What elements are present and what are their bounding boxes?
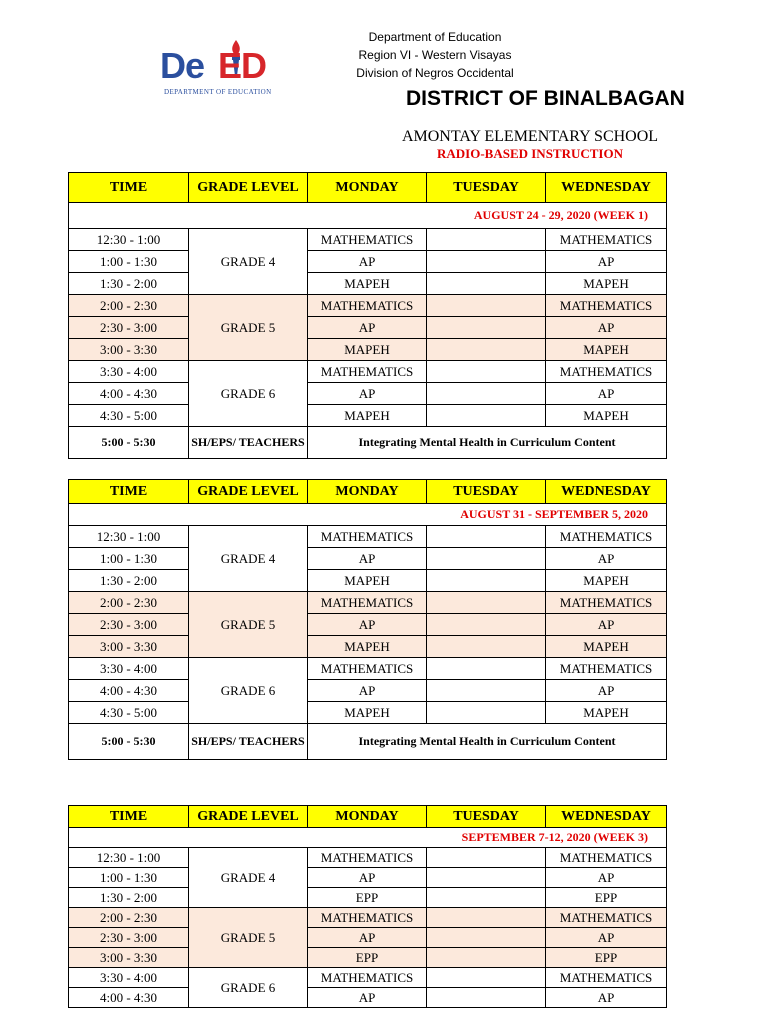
table-row (69, 848, 667, 868)
column-header: MONDAY (308, 173, 427, 203)
tuesday-cell (427, 888, 546, 908)
monday-cell: AP (308, 548, 427, 570)
time-cell: 2:00 - 2:30 (69, 908, 189, 928)
monday-cell: MATHEMATICS (308, 658, 427, 680)
wednesday-cell: MATHEMATICS (546, 968, 667, 988)
monday-cell: EPP (308, 948, 427, 968)
tuesday-cell (427, 848, 546, 868)
logo-subtitle: DEPARTMENT OF EDUCATION (164, 88, 272, 96)
grade-level-cell: GRADE 6 (189, 968, 308, 1008)
time-cell: 3:00 - 3:30 (69, 339, 189, 361)
wednesday-cell: AP (546, 680, 667, 702)
table-row (69, 908, 667, 928)
wednesday-cell: MATHEMATICS (546, 526, 667, 548)
column-header: GRADE LEVEL (189, 806, 308, 828)
tuesday-cell (427, 570, 546, 592)
wednesday-cell: MATHEMATICS (546, 908, 667, 928)
footer-row (69, 427, 667, 459)
monday-cell: AP (308, 317, 427, 339)
tuesday-cell (427, 548, 546, 570)
tuesday-cell (427, 908, 546, 928)
time-cell: 1:30 - 2:00 (69, 273, 189, 295)
wednesday-cell: MATHEMATICS (546, 658, 667, 680)
table-row (69, 548, 667, 570)
header-row (69, 173, 667, 203)
week-row (69, 828, 667, 848)
time-cell: 1:00 - 1:30 (69, 548, 189, 570)
header-row (69, 480, 667, 504)
time-cell: 1:00 - 1:30 (69, 251, 189, 273)
column-header: TIME (69, 480, 189, 504)
monday-cell: MATHEMATICS (308, 968, 427, 988)
monday-cell: AP (308, 928, 427, 948)
time-cell: 2:30 - 3:00 (69, 317, 189, 339)
department-line: Department of Education (368, 30, 502, 44)
time-cell: 12:30 - 1:00 (69, 848, 189, 868)
wednesday-cell: MATHEMATICS (546, 848, 667, 868)
time-cell: 3:30 - 4:00 (69, 361, 189, 383)
wednesday-cell: MAPEH (546, 339, 667, 361)
wednesday-cell: AP (546, 928, 667, 948)
monday-cell: MATHEMATICS (308, 592, 427, 614)
footer-who: SH/EPS/ TEACHERS (189, 427, 308, 459)
monday-cell: MAPEH (308, 702, 427, 724)
tuesday-cell (427, 636, 546, 658)
monday-cell: MAPEH (308, 273, 427, 295)
wednesday-cell: MATHEMATICS (546, 229, 667, 251)
footer-row (69, 724, 667, 760)
time-cell: 4:30 - 5:00 (69, 702, 189, 724)
monday-cell: MATHEMATICS (308, 908, 427, 928)
monday-cell: MATHEMATICS (308, 848, 427, 868)
tuesday-cell (427, 339, 546, 361)
district-title: DISTRICT OF BINALBAGAN (406, 87, 685, 110)
wednesday-cell: MAPEH (546, 405, 667, 427)
time-cell: 2:30 - 3:00 (69, 928, 189, 948)
time-cell: 2:00 - 2:30 (69, 592, 189, 614)
logo-wordmark: De ED (160, 45, 267, 86)
time-cell: 2:00 - 2:30 (69, 295, 189, 317)
tuesday-cell (427, 273, 546, 295)
column-header: WEDNESDAY (546, 480, 667, 504)
table-row (69, 868, 667, 888)
schedule-table-week-1 (68, 172, 667, 459)
wednesday-cell: MATHEMATICS (546, 592, 667, 614)
table-row (69, 339, 667, 361)
table-row (69, 592, 667, 614)
column-header: WEDNESDAY (546, 806, 667, 828)
time-cell: 1:00 - 1:30 (69, 868, 189, 888)
time-cell: 1:30 - 2:00 (69, 570, 189, 592)
table-row (69, 383, 667, 405)
monday-cell: AP (308, 680, 427, 702)
tuesday-cell (427, 229, 546, 251)
monday-cell: MATHEMATICS (308, 361, 427, 383)
tuesday-cell (427, 295, 546, 317)
time-cell: 4:00 - 4:30 (69, 988, 189, 1008)
grade-level-cell: GRADE 4 (189, 229, 308, 295)
tuesday-cell (427, 251, 546, 273)
table-row (69, 636, 667, 658)
column-header: MONDAY (308, 806, 427, 828)
school-name: AMONTAY ELEMENTARY SCHOOL (401, 128, 659, 145)
table-row (69, 968, 667, 988)
division-line: Division of Negros Occidental (356, 66, 514, 80)
table-row (69, 251, 667, 273)
tuesday-cell (427, 361, 546, 383)
tuesday-cell (427, 592, 546, 614)
footer-time: 5:00 - 5:30 (69, 724, 189, 760)
tuesday-cell (427, 658, 546, 680)
week-label: AUGUST 31 - SEPTEMBER 5, 2020 (69, 504, 667, 526)
monday-cell: AP (308, 988, 427, 1008)
time-cell: 12:30 - 1:00 (69, 526, 189, 548)
tuesday-cell (427, 868, 546, 888)
table-row (69, 680, 667, 702)
time-cell: 3:00 - 3:30 (69, 948, 189, 968)
tuesday-cell (427, 383, 546, 405)
grade-level-cell: GRADE 5 (189, 295, 308, 361)
region-line: Region VI - Western Visayas (358, 48, 512, 62)
grade-level-cell: GRADE 6 (189, 361, 308, 427)
table-row (69, 273, 667, 295)
tuesday-cell (427, 928, 546, 948)
wednesday-cell: MAPEH (546, 636, 667, 658)
week-row (69, 203, 667, 229)
monday-cell: AP (308, 614, 427, 636)
footer-topic: Integrating Mental Health in Curriculum Content (308, 427, 667, 459)
monday-cell: AP (308, 383, 427, 405)
column-header: TUESDAY (427, 480, 546, 504)
table-row (69, 988, 667, 1008)
grade-level-cell: GRADE 5 (189, 908, 308, 968)
column-header: TUESDAY (427, 806, 546, 828)
table-row (69, 229, 667, 251)
table-row (69, 295, 667, 317)
program-title: RADIO-BASED INSTRUCTION (436, 146, 623, 161)
monday-cell: EPP (308, 888, 427, 908)
column-header: GRADE LEVEL (189, 480, 308, 504)
monday-cell: AP (308, 251, 427, 273)
column-header: WEDNESDAY (546, 173, 667, 203)
footer-time: 5:00 - 5:30 (69, 427, 189, 459)
grade-level-cell: GRADE 4 (189, 526, 308, 592)
wednesday-cell: MATHEMATICS (546, 361, 667, 383)
monday-cell: MAPEH (308, 405, 427, 427)
tuesday-cell (427, 702, 546, 724)
wednesday-cell: AP (546, 548, 667, 570)
grade-level-cell: GRADE 5 (189, 592, 308, 658)
table-row (69, 702, 667, 724)
tuesday-cell (427, 948, 546, 968)
wednesday-cell: EPP (546, 948, 667, 968)
tuesday-cell (427, 614, 546, 636)
tuesday-cell (427, 317, 546, 339)
monday-cell: AP (308, 868, 427, 888)
schedule-table-week-3 (68, 805, 667, 1008)
monday-cell: MATHEMATICS (308, 295, 427, 317)
monday-cell: MAPEH (308, 636, 427, 658)
header-row (69, 806, 667, 828)
wednesday-cell: MAPEH (546, 570, 667, 592)
time-cell: 3:30 - 4:00 (69, 658, 189, 680)
footer-topic: Integrating Mental Health in Curriculum Content (308, 724, 667, 760)
table-row (69, 361, 667, 383)
tuesday-cell (427, 526, 546, 548)
wednesday-cell: EPP (546, 888, 667, 908)
table-row (69, 614, 667, 636)
wednesday-cell: AP (546, 383, 667, 405)
time-cell: 4:30 - 5:00 (69, 405, 189, 427)
column-header: TIME (69, 173, 189, 203)
time-cell: 4:00 - 4:30 (69, 680, 189, 702)
week-label: SEPTEMBER 7-12, 2020 (WEEK 3) (69, 828, 667, 848)
time-cell: 3:00 - 3:30 (69, 636, 189, 658)
wednesday-cell: AP (546, 868, 667, 888)
column-header: TUESDAY (427, 173, 546, 203)
tuesday-cell (427, 968, 546, 988)
wednesday-cell: MAPEH (546, 273, 667, 295)
time-cell: 2:30 - 3:00 (69, 614, 189, 636)
wednesday-cell: AP (546, 988, 667, 1008)
grade-level-cell: GRADE 6 (189, 658, 308, 724)
table-row (69, 405, 667, 427)
monday-cell: MATHEMATICS (308, 229, 427, 251)
monday-cell: MATHEMATICS (308, 526, 427, 548)
table-row (69, 526, 667, 548)
tuesday-cell (427, 680, 546, 702)
tuesday-cell (427, 988, 546, 1008)
column-header: MONDAY (308, 480, 427, 504)
tuesday-cell (427, 405, 546, 427)
monday-cell: MAPEH (308, 570, 427, 592)
schedule-table-week-2 (68, 479, 667, 760)
time-cell: 1:30 - 2:00 (69, 888, 189, 908)
table-row (69, 570, 667, 592)
wednesday-cell: AP (546, 251, 667, 273)
column-header: TIME (69, 806, 189, 828)
time-cell: 3:30 - 4:00 (69, 968, 189, 988)
wednesday-cell: AP (546, 614, 667, 636)
wednesday-cell: AP (546, 317, 667, 339)
table-row (69, 928, 667, 948)
time-cell: 12:30 - 1:00 (69, 229, 189, 251)
footer-who: SH/EPS/ TEACHERS (189, 724, 308, 760)
table-row (69, 888, 667, 908)
table-row (69, 658, 667, 680)
table-row (69, 317, 667, 339)
grade-level-cell: GRADE 4 (189, 848, 308, 908)
week-row (69, 504, 667, 526)
time-cell: 4:00 - 4:30 (69, 383, 189, 405)
wednesday-cell: MAPEH (546, 702, 667, 724)
wednesday-cell: MATHEMATICS (546, 295, 667, 317)
week-label: AUGUST 24 - 29, 2020 (WEEK 1) (69, 203, 667, 229)
column-header: GRADE LEVEL (189, 173, 308, 203)
table-row (69, 948, 667, 968)
monday-cell: MAPEH (308, 339, 427, 361)
